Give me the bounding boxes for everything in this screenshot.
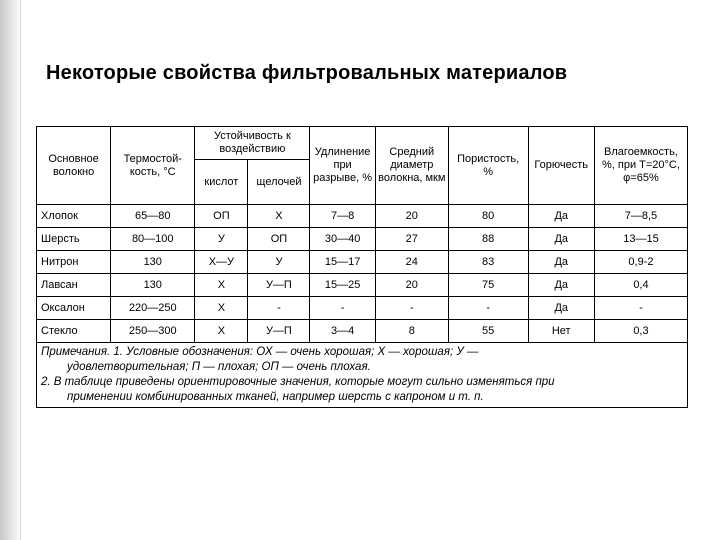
- cell-diameter: -: [375, 297, 448, 320]
- cell-diameter: 24: [375, 251, 448, 274]
- cell-elongation: 15—17: [310, 251, 375, 274]
- cell-elongation: -: [310, 297, 375, 320]
- cell-moisture: 13—15: [594, 228, 687, 251]
- note-2: 2. В таблице приведены ориентировочные значения, которые могут сильно изменяться при: [41, 376, 555, 388]
- cell-fiber: Лавсан: [37, 274, 111, 297]
- cell-alkali: У—П: [248, 320, 310, 343]
- properties-table: [36, 126, 688, 408]
- cell-flammability: Да: [528, 205, 594, 228]
- cell-fiber: Оксалон: [37, 297, 111, 320]
- cell-fiber: Стекло: [37, 320, 111, 343]
- cell-diameter: 8: [375, 320, 448, 343]
- cell-flammability: Да: [528, 251, 594, 274]
- table-row: [37, 297, 688, 320]
- cell-flammability: Да: [528, 228, 594, 251]
- note-1-continued: удовлетворительная; П — плохая; ОП — очень плохая.: [67, 361, 371, 373]
- cell-porosity: 88: [448, 228, 528, 251]
- cell-thermal: 65—80: [111, 205, 195, 228]
- cell-porosity: 75: [448, 274, 528, 297]
- notes-cell: [37, 343, 688, 408]
- cell-diameter: 20: [375, 205, 448, 228]
- cell-elongation: 30—40: [310, 228, 375, 251]
- cell-diameter: 20: [375, 274, 448, 297]
- cell-porosity: 55: [448, 320, 528, 343]
- cell-moisture: 0,3: [594, 320, 687, 343]
- cell-acid: Х: [195, 297, 248, 320]
- cell-diameter: 27: [375, 228, 448, 251]
- cell-thermal: 80—100: [111, 228, 195, 251]
- table-row: [37, 205, 688, 228]
- cell-porosity: 80: [448, 205, 528, 228]
- cell-acid: Х: [195, 320, 248, 343]
- cell-acid: Х: [195, 274, 248, 297]
- cell-moisture: 0,9-2: [594, 251, 687, 274]
- cell-moisture: -: [594, 297, 687, 320]
- cell-alkali: У: [248, 251, 310, 274]
- table-header: [37, 127, 688, 205]
- page-title: Некоторые свойства фильтровальных материалов: [46, 62, 568, 84]
- note-1: Примечания. 1. Условные обозначения: ОХ — очень хорошая; Х — хорошая; У —: [41, 346, 479, 358]
- header-flammability: Горючесть: [528, 127, 594, 205]
- cell-thermal: 220—250: [111, 297, 195, 320]
- header-elongation: Удлинение при разрыве, %: [310, 127, 375, 205]
- table-row: [37, 320, 688, 343]
- note-2-continued: применении комбинированных тканей, например шерсть с капроном и т. п.: [67, 391, 484, 403]
- cell-moisture: 0,4: [594, 274, 687, 297]
- cell-alkali: У—П: [248, 274, 310, 297]
- cell-acid: ОП: [195, 205, 248, 228]
- cell-alkali: Х: [248, 205, 310, 228]
- table-row: [37, 274, 688, 297]
- cell-porosity: 83: [448, 251, 528, 274]
- header-moisture: Влагоемкость, %, при Т=20°С, φ=65%: [594, 127, 687, 205]
- header-thermal: Термостой-кость, °С: [111, 127, 195, 205]
- cell-moisture: 7—8,5: [594, 205, 687, 228]
- header-porosity: Пористость, %: [448, 127, 528, 205]
- cell-elongation: 7—8: [310, 205, 375, 228]
- cell-acid: Х—У: [195, 251, 248, 274]
- cell-fiber: Хлопок: [37, 205, 111, 228]
- cell-fiber: Нитрон: [37, 251, 111, 274]
- header-fiber: Основное волокно: [37, 127, 111, 205]
- cell-thermal: 130: [111, 274, 195, 297]
- cell-acid: У: [195, 228, 248, 251]
- notes-row: [37, 343, 688, 408]
- cell-elongation: 15—25: [310, 274, 375, 297]
- table-row: [37, 228, 688, 251]
- cell-flammability: Нет: [528, 320, 594, 343]
- header-acid: кислот: [195, 160, 248, 205]
- cell-fiber: Шерсть: [37, 228, 111, 251]
- header-diameter: Средний диаметр волокна, мкм: [375, 127, 448, 205]
- header-resistance: Устойчивость к воздействию: [195, 127, 310, 160]
- table-body: [37, 205, 688, 343]
- cell-flammability: Да: [528, 297, 594, 320]
- cell-thermal: 130: [111, 251, 195, 274]
- cell-porosity: -: [448, 297, 528, 320]
- cell-thermal: 250—300: [111, 320, 195, 343]
- cell-flammability: Да: [528, 274, 594, 297]
- table-row: [37, 251, 688, 274]
- cell-elongation: 3—4: [310, 320, 375, 343]
- cell-alkali: -: [248, 297, 310, 320]
- cell-alkali: ОП: [248, 228, 310, 251]
- header-alkali: щелочей: [248, 160, 310, 205]
- left-accent-bar: [0, 0, 22, 540]
